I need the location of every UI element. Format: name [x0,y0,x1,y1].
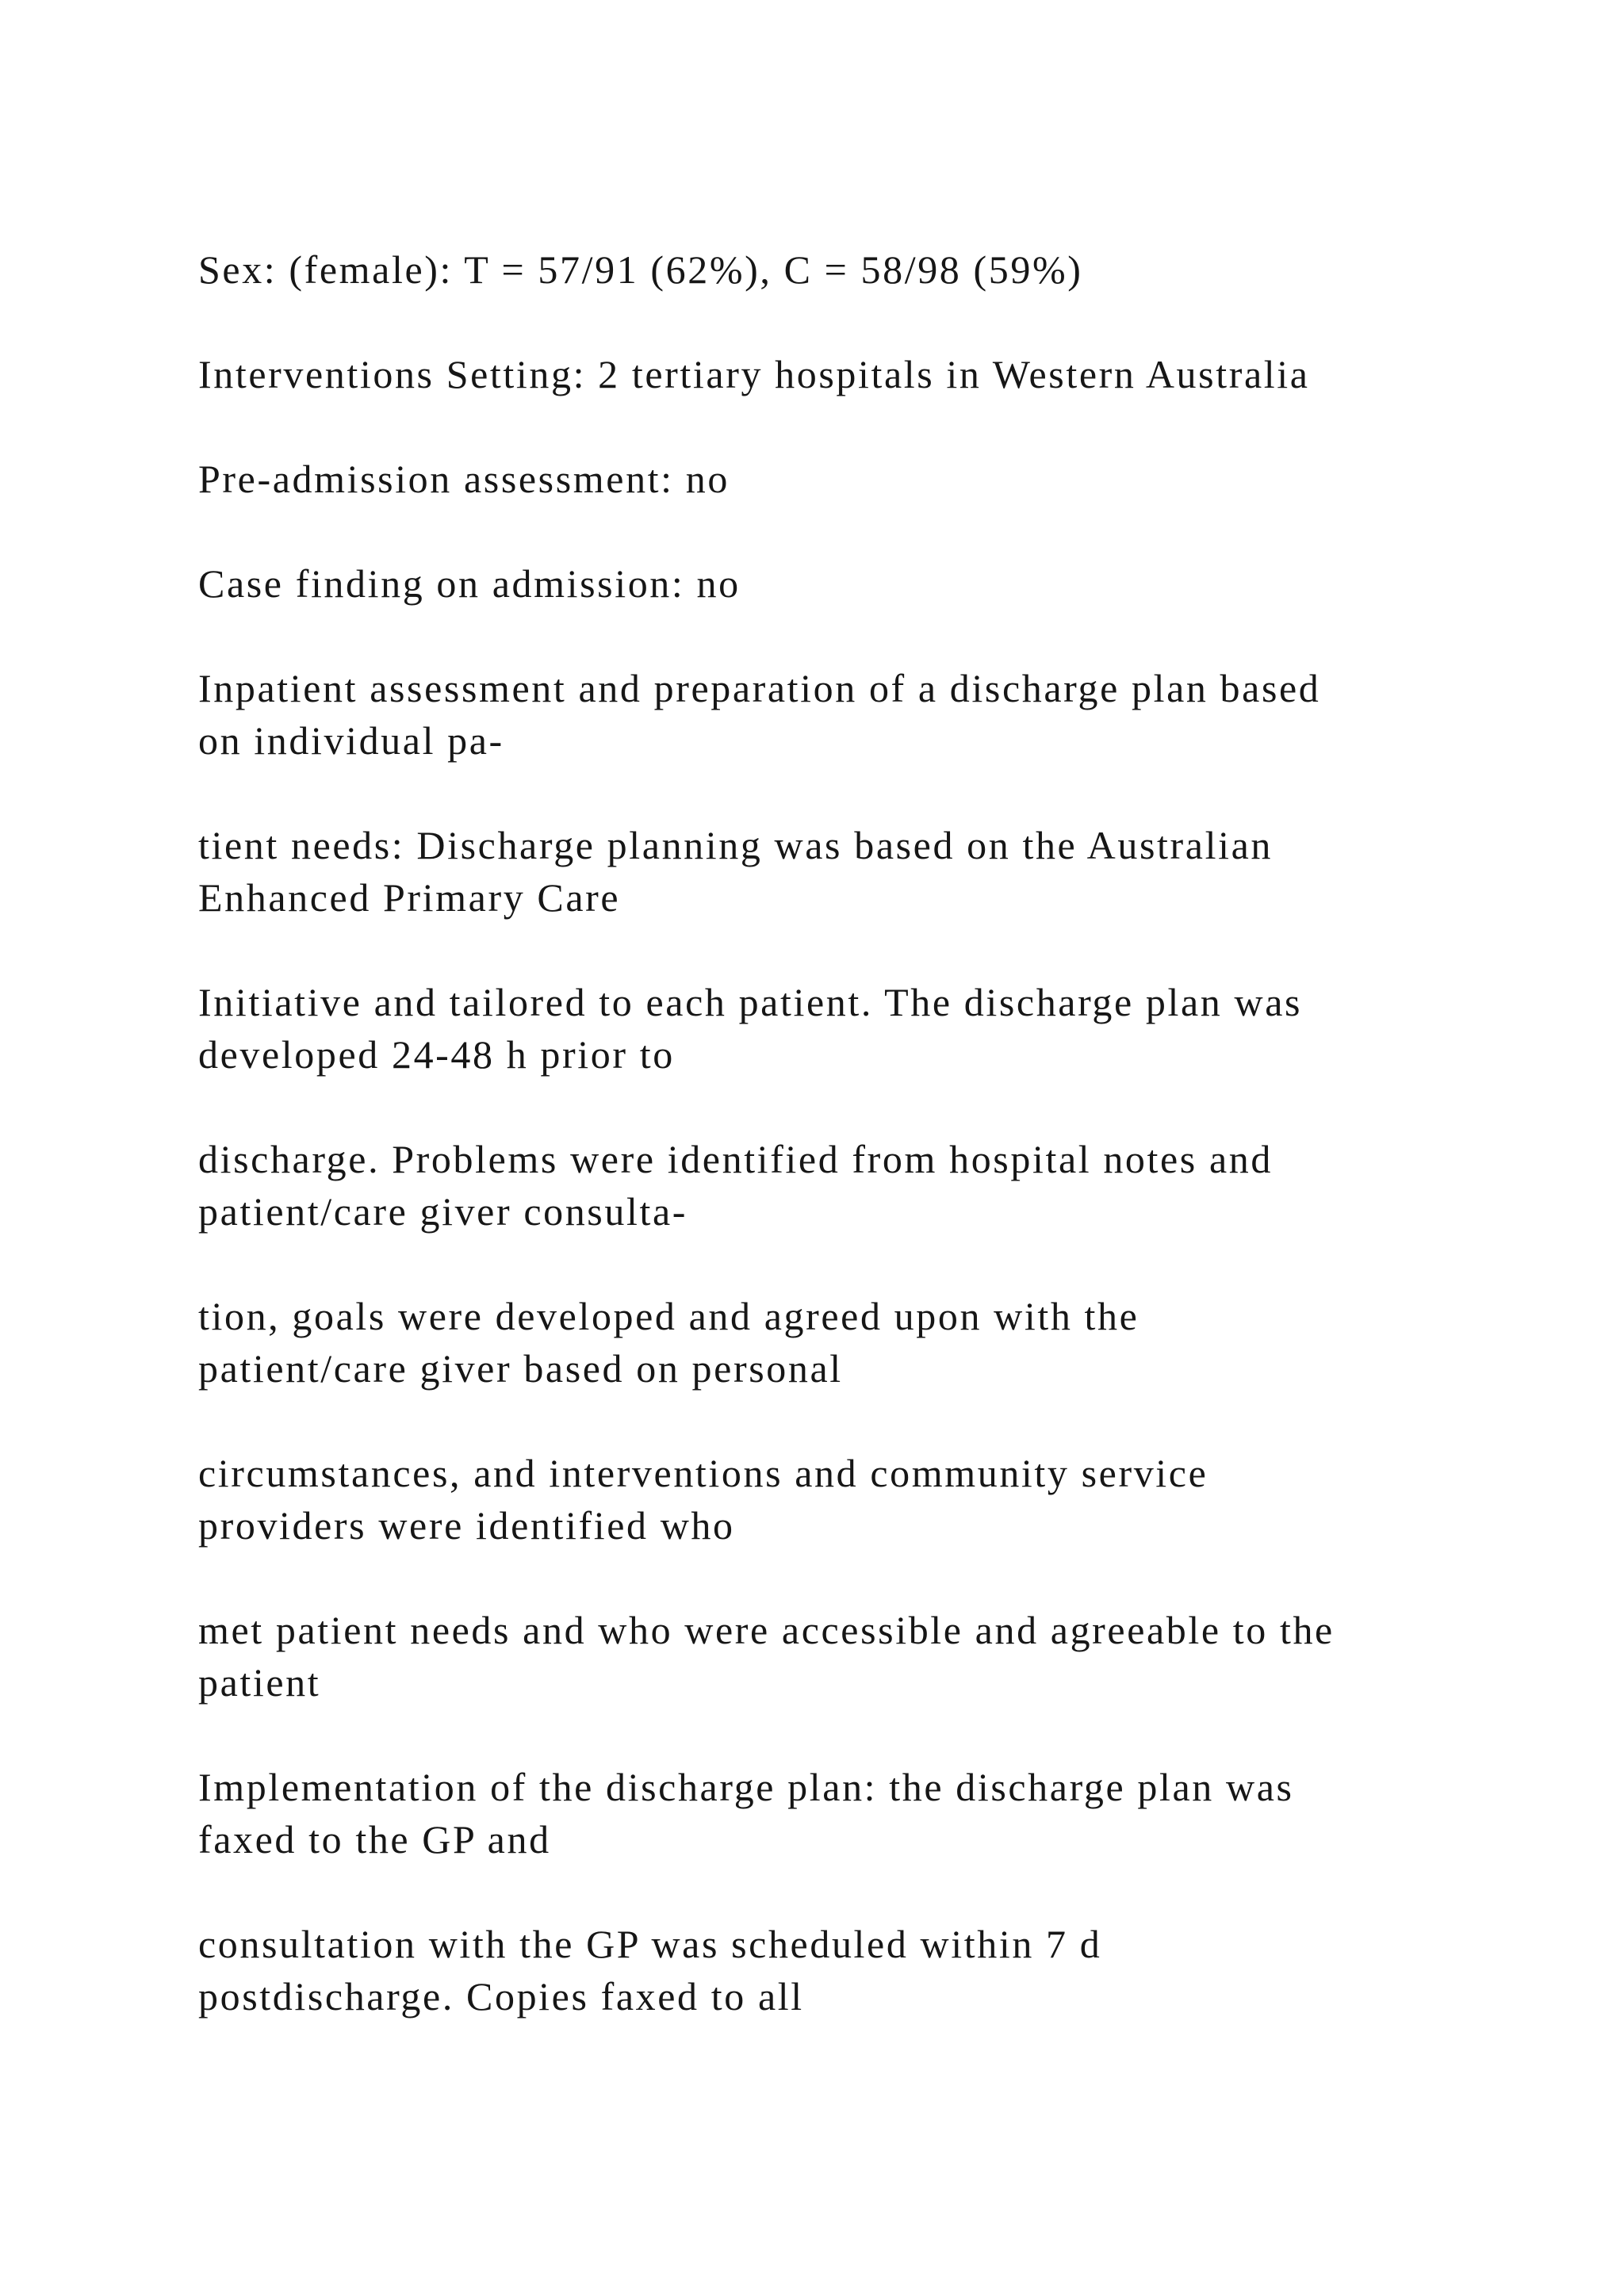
paragraph-line: faxed to the GP and [198,1817,551,1862]
paragraph-line: Pre-admission assessment: no [198,457,730,501]
paragraph-line: Implementation of the discharge plan: the discharge plan was [198,1765,1294,1809]
paragraph-patient-needs [198,819,1483,924]
paragraph-line: consultation with the GP was scheduled within 7 d [198,1922,1102,1966]
paragraph-consultation [198,1918,1483,2022]
paragraph-line: Initiative and tailored to each patient. The discharge plan was [198,980,1303,1024]
paragraph-line: circumstances, and interventions and community service [198,1451,1208,1495]
paragraph-line: Interventions Setting: 2 tertiary hospitals in Western Australia [198,352,1310,396]
paragraph-line: discharge. Problems were identified from hospital notes and [198,1137,1273,1181]
paragraph-line: Inpatient assessment and preparation of a discharge plan based [198,666,1321,710]
paragraph-sex-female [198,243,1483,296]
paragraph-implementation [198,1761,1483,1866]
paragraph-inpatient-assessment [198,662,1483,767]
paragraph-case-finding [198,557,1483,610]
paragraph-line: patient/care giver consulta- [198,1189,688,1234]
paragraph-line: patient/care giver based on personal [198,1346,843,1391]
paragraph-initiative [198,976,1483,1081]
paragraph-discharge-problems [198,1133,1483,1238]
paragraph-line: tion, goals were developed and agreed upon with the [198,1294,1139,1338]
paragraph-met-patient-needs [198,1604,1483,1709]
paragraph-interventions-setting [198,348,1483,400]
paragraph-line: Enhanced Primary Care [198,875,621,920]
paragraph-line: on individual pa- [198,718,504,763]
paragraph-line: met patient needs and who were accessible and agreeable to the [198,1608,1335,1652]
paragraph-line: postdischarge. Copies faxed to all [198,1974,804,2019]
paragraph-goals [198,1290,1483,1395]
paragraph-line: patient [198,1660,321,1705]
paragraph-line: tient needs: Discharge planning was based on the Australian [198,823,1273,867]
paragraph-line: developed 24-48 h prior to [198,1032,675,1077]
paragraph-line: Case finding on admission: no [198,561,741,606]
paragraph-line: providers were identified who [198,1503,735,1548]
paragraph-circumstances [198,1447,1483,1552]
paragraph-line: Sex: (female): T = 57/91 (62%), C = 58/98 (59%) [198,247,1083,292]
paragraph-pre-admission [198,453,1483,505]
document-body [198,243,1483,2075]
